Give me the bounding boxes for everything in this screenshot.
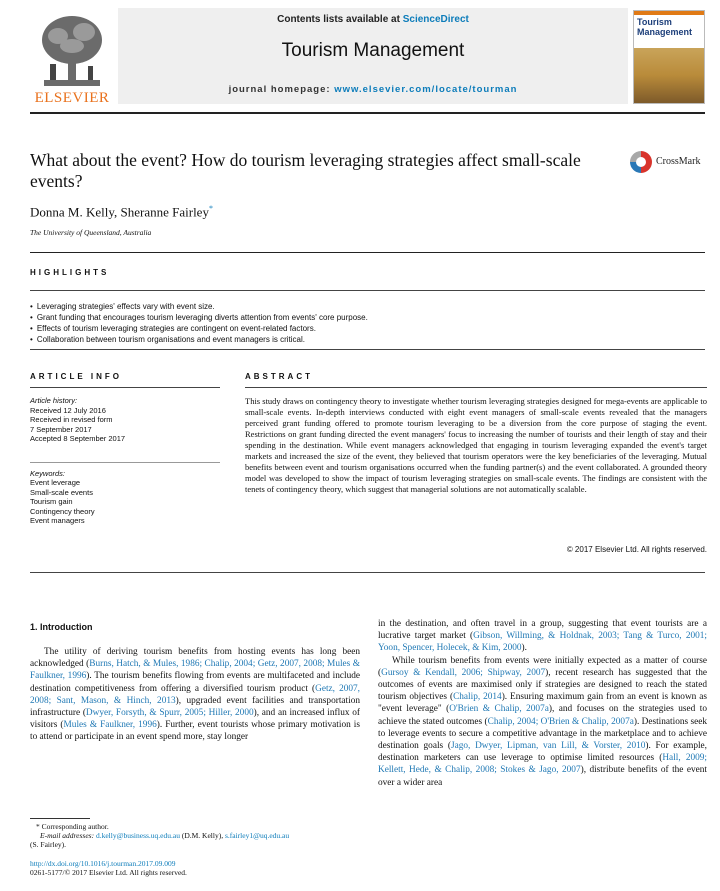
journal-header: [30, 8, 705, 104]
citation-link[interactable]: O'Brien & Chalip, 2007a: [449, 704, 549, 715]
email-name-fairley: (S. Fairley).: [30, 840, 67, 849]
email-label: E-mail addresses:: [40, 831, 96, 840]
footnote-corresponding: [30, 822, 360, 849]
citation-link[interactable]: Chalip, 2014: [453, 692, 502, 703]
email-link-kelly[interactable]: d.kelly@business.uq.edu.au: [95, 831, 180, 840]
text-run: ).: [521, 643, 527, 654]
journal-banner: [118, 8, 628, 104]
abstract-text: This study draws on contingency theory to investigate whether tourism leveraging strategies designed for mega-events are applicable to small-scale events. In-depth interviews conducted with eight event managers of small-scale events revealed that the managers perceived grant funding offered to promote tourism leveraging to be a diversion from the core purpose of staging the event. Restrictions on grant funding directed the event managers' focus to increasing the number of tourists and their length of stay and their spending in the destination. While event managers acknowledged that engaging in tourism leveraging expanded the event's target markets and increased the size of the event, they believed that tourism operators were the key beneficiaries of the leveraging. Mutual benefits between event and tourism organisations occurred when the funding partner(s) and the event collaborated. A grounded theory model was developed to show the impact of tourism leveraging strategies on small-scale events. The findings are consistent with the tenets of contingency theory, which suggest that managerial solutions are not automatically scalable.: [245, 396, 707, 494]
article-info-heading: ARTICLE INFO: [30, 372, 122, 381]
affiliation: The University of Queensland, Australia: [30, 228, 152, 237]
highlights-top-rule: [30, 290, 705, 291]
keywords-rule: [30, 462, 220, 463]
abstract-bottom-rule: [30, 572, 705, 573]
text-run: ). Destinations seek to leverage events to secure a competitive advantage in the marketplace and to achieve destination goals (: [378, 716, 708, 752]
citation-link[interactable]: Hall, 2009; Kellett, Hede, & Chalip, 2008; Stokes & Jago, 2007: [378, 753, 707, 776]
keywords-label: Keywords:: [30, 468, 66, 478]
homepage-line: [118, 84, 628, 95]
doi-block: [30, 859, 187, 877]
publisher-name: ELSEVIER: [34, 90, 110, 106]
right-column: [378, 618, 707, 789]
email-name: (D.M. Kelly),: [179, 831, 225, 840]
homepage-prefix: journal homepage:: [228, 84, 335, 95]
highlight-item: • Collaboration between tourism organisations and event managers is critical.: [30, 334, 705, 345]
citation-link[interactable]: Dwyer, Forsyth, & Spurr, 2005; Hiller, 2000: [85, 708, 254, 719]
crossmark-badge[interactable]: [630, 151, 710, 173]
keyword-item: Tourism gain: [30, 497, 73, 506]
elsevier-tree-icon: [38, 12, 106, 88]
elsevier-logo[interactable]: [30, 10, 114, 104]
highlights-list: [30, 301, 705, 345]
header-divider: [30, 112, 705, 114]
history-item: Accepted 8 September 2017: [30, 434, 126, 443]
intro-paragraph-continued: [378, 618, 707, 655]
citation-link[interactable]: Getz, 2007, 2008; Sant, Mason, & Hinch, 2013: [30, 683, 360, 706]
intro-paragraph-1: [30, 646, 360, 744]
cover-strip: [634, 11, 704, 15]
author-list: [30, 204, 213, 220]
intro-paragraph-2: [378, 655, 707, 789]
text-run: While tourism benefits from events were initially expected as a matter of course (: [378, 655, 707, 678]
contents-line: [118, 14, 628, 25]
footnote-rule: [30, 818, 90, 819]
citation-link[interactable]: Gursoy & Kendall, 2006; Shipway, 2007: [381, 667, 546, 678]
citation-link[interactable]: Burns, Hatch, & Mules, 1986; Chalip, 2004; Getz, 2007, 2008; Mules & Faulkner, 1996: [30, 659, 360, 682]
article-title: What about the event? How do tourism leveraging strategies affect small-scale events?: [30, 150, 581, 191]
abstract-rule: [245, 387, 707, 388]
text-run: ). Ensuring maximum gain from an event is known as "event leverage" (: [378, 692, 707, 715]
doi-link[interactable]: http://dx.doi.org/10.1016/j.tourman.2017.09.009: [30, 859, 176, 868]
sciencedirect-link[interactable]: ScienceDirect: [402, 14, 469, 25]
highlights-bottom-rule: [30, 349, 705, 350]
highlights-heading: HIGHLIGHTS: [30, 268, 110, 277]
journal-cover-thumbnail[interactable]: [633, 10, 705, 104]
journal-title: Tourism Management: [281, 40, 465, 61]
history-label: Article history:: [30, 396, 78, 405]
history-item: Received in revised form: [30, 415, 113, 424]
text-run: ), recent research has suggested that the outcomes of events are maximised only if strategies are designed to reach the stated tourism objectives (: [378, 667, 707, 703]
citation-link[interactable]: Gibson, Willming, & Holdnak, 2003; Tang & Turco, 2001; Yoon, Spencer, Holecek, & Kim, 2000: [378, 631, 707, 654]
text-run: in the destination, and often travel in a group, suggesting that event tourists are a lucrative target market (: [378, 619, 707, 642]
keyword-item: Contingency theory: [30, 506, 95, 516]
keyword-item: Small-scale events: [30, 487, 93, 497]
keyword-item: Event leverage: [30, 478, 81, 487]
crossmark-icon: [630, 151, 652, 173]
title-divider: [30, 252, 705, 253]
authors-text: Donna M. Kelly, Sheranne Fairley: [30, 204, 209, 220]
journal-homepage-link[interactable]: www.elsevier.com/locate/tourman: [334, 84, 518, 95]
highlight-item: • Effects of tourism leveraging strategies are contingent on event-related factors.: [30, 323, 705, 334]
text-run: ). Further, event tourists whose primary motivation is to attend or participate in an event spend more, stay longer: [30, 720, 360, 743]
issn-line: 0261-5177/© 2017 Elsevier Ltd. All rights reserved.: [30, 868, 187, 877]
history-item: Received 12 July 2016: [30, 405, 106, 415]
citation-link[interactable]: Mules & Faulkner, 1996: [63, 720, 157, 731]
text-run: ). For example, destination marketers can use leverage to optimise limited resources (: [378, 741, 708, 764]
highlight-item: • Leveraging strategies' effects vary with event size.: [30, 301, 705, 312]
keyword-item: Event managers: [30, 516, 85, 525]
text-run: ). The tourism benefits flowing from events are multifaceted and include destination competitiveness from offering a diversified tourism product (: [30, 671, 360, 694]
corresponding-author-note: * Corresponding author.: [36, 822, 109, 831]
text-run: ), and focuses on the strategies used to achieve the stated outcomes (: [378, 704, 708, 727]
citation-link[interactable]: Chalip, 2004; O'Brien & Chalip, 2007a: [487, 716, 634, 727]
email-line: [30, 831, 360, 840]
cover-title: Tourism Management: [637, 17, 693, 37]
citation-link[interactable]: Jago, Dwyer, Lipman, van Lill, & Vorster, 2010: [450, 741, 646, 752]
highlight-item: • Grant funding that encourages tourism leveraging diverts attention from events' core purpose.: [30, 312, 705, 323]
email-link-fairley[interactable]: s.fairley1@uq.edu.au: [224, 831, 290, 840]
history-item: 7 September 2017: [30, 424, 92, 434]
text-run: ), distribute benefits of the event over a wider area: [378, 765, 707, 788]
text-run: ), upgraded event facilities and transportation infrastructure (: [30, 695, 360, 719]
article-info: [30, 396, 220, 526]
corresponding-author-mark[interactable]: *: [208, 204, 213, 213]
text-run: ), and an increased influx of visitors (: [30, 708, 361, 731]
contents-prefix: Contents lists available at: [277, 14, 403, 25]
text-run: The utility of deriving tourism benefits from hosting events has long been acknowledged (: [30, 647, 360, 670]
abstract-copyright: © 2017 Elsevier Ltd. All rights reserved.: [566, 545, 707, 554]
info-rule: [30, 387, 220, 388]
introduction-heading: 1. Introduction: [30, 622, 93, 632]
left-column: [30, 646, 360, 744]
abstract-heading: ABSTRACT: [245, 372, 313, 381]
crossmark-label: CrossMark: [656, 156, 701, 167]
